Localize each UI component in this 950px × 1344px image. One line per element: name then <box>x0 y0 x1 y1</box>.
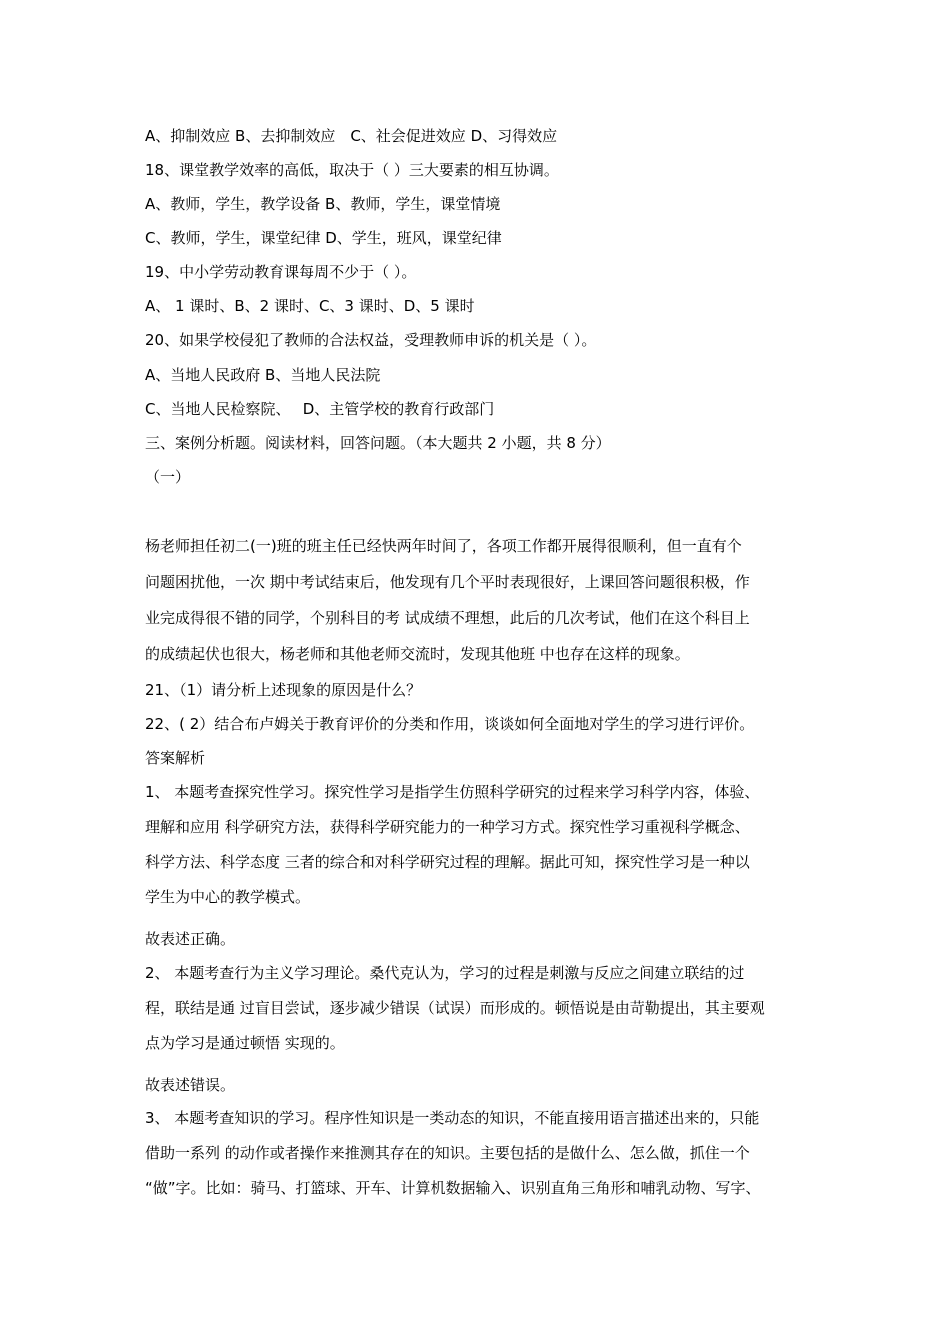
question-22: 22、( 2）结合布卢姆关于教育评价的分类和作用，谈谈如何全面地对学生的学习进行评价。 <box>145 715 755 733</box>
answer-line: 1、 本题考查探究性学习。探究性学习是指学生仿照科学研究的过程来学习科学内容，体验、 <box>145 783 760 801</box>
answer-2-conclusion: 故表述错误。 <box>145 1076 236 1094</box>
q17-options: A、抑制效应 B、去抑制效应 C、社会促进效应 D、习得效应 <box>145 127 558 145</box>
answer-1 <box>145 775 809 915</box>
question-21: 21、（1）请分析上述现象的原因是什么？ <box>145 681 422 699</box>
answer-2 <box>145 956 809 1061</box>
q20-options-cd: C、当地人民检察院、 D、主管学校的教育行政部门 <box>145 400 495 418</box>
q18-options-cd: C、教师，学生，课堂纪律 D、学生，班风，课堂纪律 <box>145 229 502 247</box>
question-18: 18、课堂教学效率的高低，取决于（ ）三大要素的相互协调。 <box>145 161 559 179</box>
answer-line: 理解和应用 科学研究方法，获得科学研究能力的一种学习方式。探究性学习重视科学概念、 <box>145 818 750 836</box>
section-3-heading: 三、案例分析题。阅读材料，回答问题。（本大题共 2 小题，共 8 分） <box>145 434 611 452</box>
case-material <box>145 528 809 672</box>
answer-line: 借助一系列 的动作或者操作来推测其存在的知识。主要包括的是做什么、怎么做，抓住一个 <box>145 1144 750 1162</box>
question-20: 20、如果学校侵犯了教师的合法权益，受理教师申诉的机关是（ ）。 <box>145 331 597 349</box>
case-line: 的成绩起伏也很大，杨老师和其他老师交流时，发现其他班 中也存在这样的现象。 <box>145 645 690 663</box>
answer-line: 点为学习是通过顿悟 实现的。 <box>145 1034 345 1052</box>
answer-line: 3、 本题考查知识的学习。程序性知识是一类动态的知识，不能直接用语言描述出来的，只能 <box>145 1109 760 1127</box>
answer-3 <box>145 1101 809 1206</box>
q18-options-ab: A、教师，学生，教学设备 B、教师，学生，课堂情境 <box>145 195 501 213</box>
q20-options-ab: A、当地人民政府 B、当地人民法院 <box>145 366 381 384</box>
q19-options: A、 1 课时、B、2 课时、C、3 课时、D、5 课时 <box>145 297 475 315</box>
case-number: （一） <box>145 468 191 486</box>
answer-line: 2、 本题考查行为主义学习理论。桑代克认为，学习的过程是刺激与反应之间建立联结的过 <box>145 964 745 982</box>
answer-line: 科学方法、科学态度 三者的综合和对科学研究过程的理解。据此可知，探究性学习是一种以 <box>145 853 750 871</box>
answer-heading: 答案解析 <box>145 749 206 767</box>
answer-line: “做”字。比如：骑马、打篮球、开车、计算机数据输入、识别直角三角形和哺乳动物、写字、 <box>145 1179 761 1197</box>
answer-line: 学生为中心的教学模式。 <box>145 888 311 906</box>
case-line: 业完成得很不错的同学，个别科目的考 试成绩不理想，此后的几次考试，他们在这个科目上 <box>145 609 750 627</box>
question-19: 19、中小学劳动教育课每周不少于（ ）。 <box>145 263 417 281</box>
case-line: 杨老师担任初二(一)班的班主任已经快两年时间了，各项工作都开展得很顺利，但一直有个 <box>145 537 742 555</box>
answer-1-conclusion: 故表述正确。 <box>145 930 236 948</box>
answer-line: 程，联结是通 过盲目尝试，逐步减少错误（试误）而形成的。顿悟说是由苛勒提出，其主要观 <box>145 999 765 1017</box>
case-line: 问题困扰他，一次 期中考试结束后，他发现有几个平时表现很好，上课回答问题很积极，作 <box>145 573 750 591</box>
